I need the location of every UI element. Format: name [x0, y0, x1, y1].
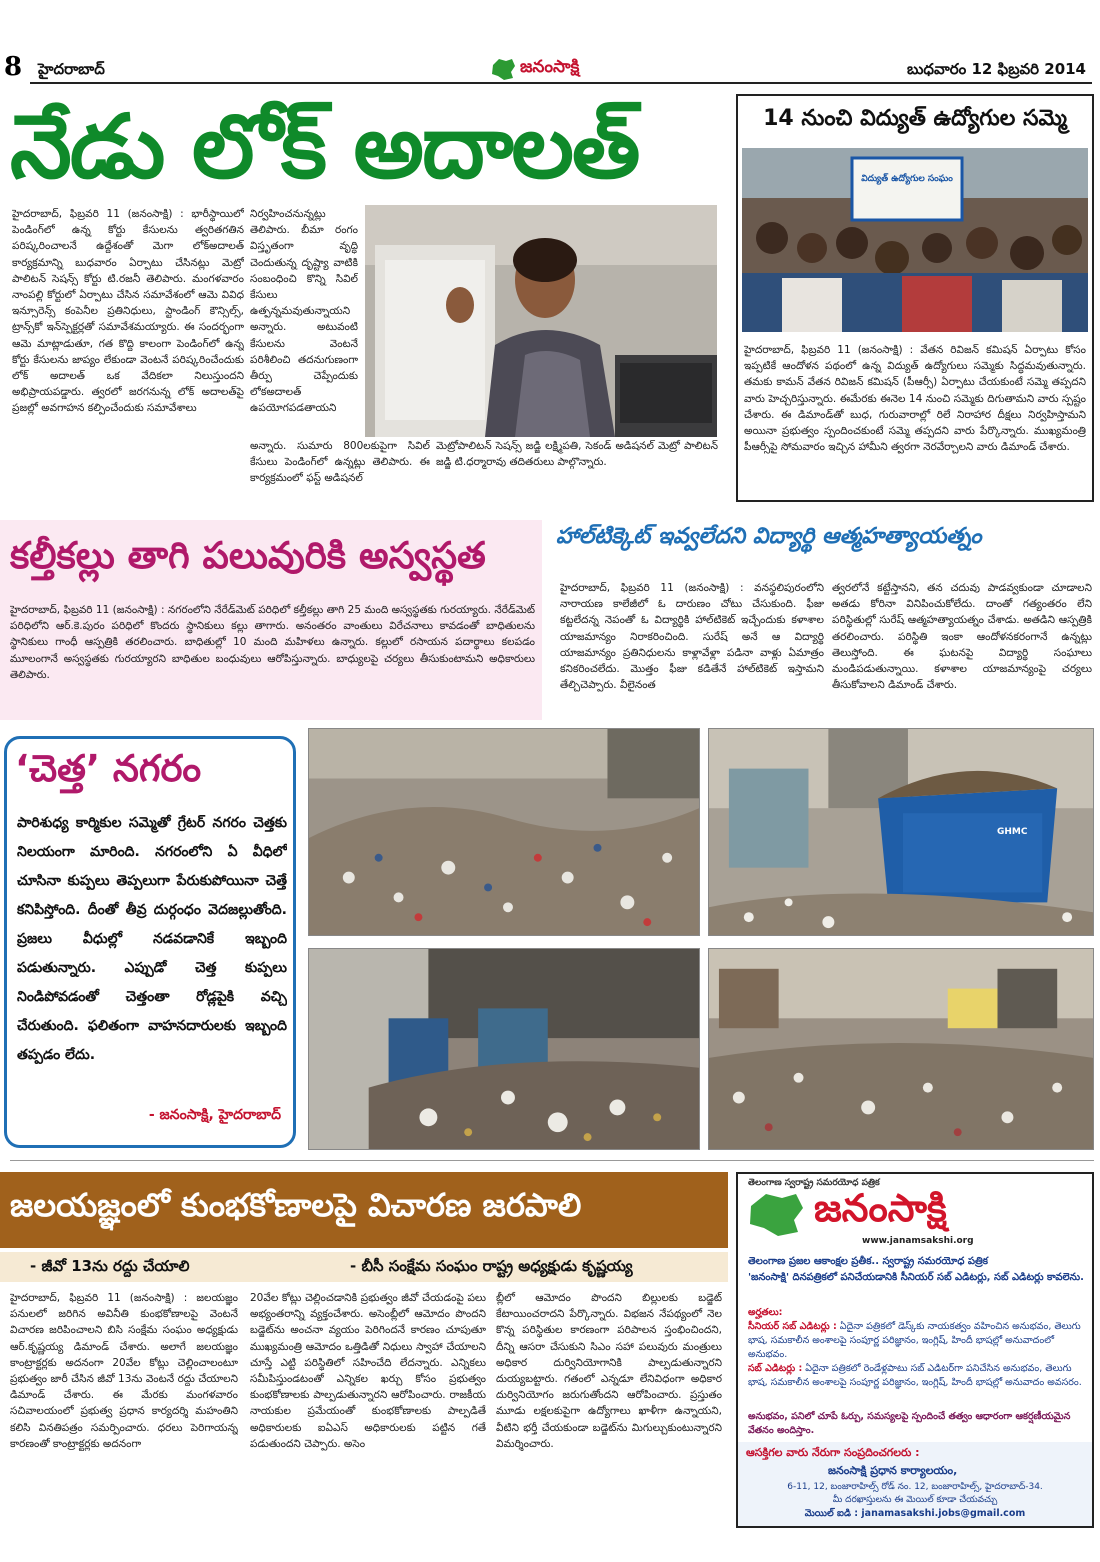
bin-label: GHMC — [997, 827, 1028, 837]
page-number: 8 — [4, 52, 23, 82]
telangana-map-icon — [490, 57, 516, 81]
garbage-photo-3 — [308, 948, 700, 1150]
ad-email[interactable]: మెయిల్ ఐడి : janamasakshi.jobs@gmail.com — [804, 1508, 1026, 1519]
lok-adalat-headline: నేడు లోక్ అదాలత్ — [10, 95, 639, 198]
garbage-credit: - జనంసాక్షి, హైదరాబాద్ — [148, 1107, 281, 1123]
ad-telangana-map-icon — [746, 1190, 806, 1238]
jalayagnam-sub-left: - జీవో 13ను రద్దు చేయాలి — [30, 1257, 190, 1275]
lok-adalat-col1: హైదరాబాద్, ఫిబ్రవరి 11 (జనంసాక్షి) : భారీస్థాయిలో పెండింగ్‌లో ఉన్న కోర్టు కేసులను త్వరితగతిన పరిష్కరించాలనే ఉద్దేశంతో మెగా లోక్‌అదాలత్ కార్యక్రమాన్ని బుధవారం ఏర్పాటు చేసినట్లు మెట్రో పాలిటన్ సెషన్స్ కోర్టు టి.రజనీ తెలిపారు. మంగళవారం నాంపల్లి కోర్టులో ఏర్పాటు చేసిన సమావేశంలో ఆమె వివిధ ఇన్సూరెన్స్ కంపెనీల ప్రతినిధులు, స్టాండింగ్ కౌన్సిల్స్, ట్రాన్స్‌కో ఇన్‌స్పెక్టర్లతో సమావేశమయ్యారు. ఈ సందర్భంగా ఆమె మాట్లాడుతూ, గత కొద్ది కాలంగా పెండింగ్‌లో ఉన్న కోర్టు కేసులను జాప్యం లేకుండా వెంటనే పరిష్కరించేందుకు లోక్ అదాలత్ ఒక వేదికలా నిలుస్తుందని అభిప్రాయపడ్డారు. త్వరలో జరగనున్న లోక్ అదాలత్‌పై ప్రజల్లో అవగాహన కల్పించేందుకు సమావేశాలు — [12, 208, 244, 415]
jalayagnam-headline: జలయజ్ఞంలో కుంభకోణాలపై విచారణ జరపాలి — [10, 1186, 582, 1224]
liquor-section — [0, 520, 542, 720]
ad-line1: తెలంగాణ ప్రజల ఆకాంక్షల ప్రతీక.. స్వరాష్ట్ర సమరయోధ పత్రిక — [748, 1256, 989, 1267]
masthead-logo — [490, 54, 620, 84]
ad-line2: 'జనంసాక్షి' దినపత్రికలో పనిచేయడానికి సీనియర్ సబ్ ఎడిటర్లు, సబ్ ఎడిటర్లు కావలెను. — [748, 1272, 1084, 1283]
garbage-photo-2 — [708, 728, 1094, 936]
section-city: హైదరాబాద్ — [38, 60, 105, 78]
liquor-headline: కల్తీకల్లు తాగి పలువురికి అస్వస్థత — [10, 534, 486, 577]
ad-req1 — [748, 1320, 1084, 1362]
ad-address: 6-11, 12, బంజారాహిల్స్ రోడ్ నం. 12, బంజారాహిల్స్, హైదరాబాద్-34. — [787, 1482, 1043, 1492]
student-headline: హాల్‌టిక్కెట్ ఇవ్వలేదని విద్యార్థి ఆత్మహత్యాయత్నం — [556, 524, 982, 549]
garbage-headline: ‘చెత్త’ నగరం — [15, 747, 202, 790]
ad-requirements — [748, 1306, 1084, 1408]
judge-photo — [365, 205, 717, 437]
ad-email-note: మీ దరఖాస్తులను ఈ మెయిల్ కూడా చేయవచ్చు — [832, 1495, 998, 1505]
lok-adalat-col2: నిర్వహించనున్నట్లు తెలిపారు. బీమా రంగం విస్తృతంగా వృద్ధి చెందుతున్న దృష్ట్యా వాటికి సంబంధించి కొన్ని సివిల్ కేసులు ఉత్పన్నమవుతున్నాయని అన్నారు. అటువంటి కేసులను వెంటనే పరిశీలించి తదనుగుణంగా తీర్పు చెప్పేందుకు లోకఅదాలత్ ఉపయోగపడతాయని — [250, 208, 358, 415]
jalayagnam-banner — [0, 1172, 728, 1248]
jalayagnam-sub-right: - బీసీ సంక్షేమ సంఘం రాష్ట్ర అధ్యక్షుడు కృష్ణయ్య — [350, 1257, 633, 1275]
garbage-photo-1 — [308, 728, 700, 936]
ad-office: జనంసాక్షి ప్రధాన కార్యాలయం, — [828, 1464, 958, 1477]
jalayagnam-subline — [0, 1252, 728, 1282]
protest-photo — [742, 148, 1088, 332]
jalayagnam-col1: హైదరాబాద్, ఫిబ్రవరి 11 (జనంసాక్షి) : జలయజ్ఞం పనులలో జరిగిన అవినీతి కుంభకోణాలపై వెంటనే విచారణ జరిపించాలని బిసి సంక్షేమ సంఘం అధ్యక్షుడు ఆర్.కృష్ణయ్య డిమాండ్ చేశారు. అలాగే జలయజ్ఞం కాంట్రాక్టర్లకు అదనంగా 20వేల కోట్లు చెల్లించాలంటూ ప్రభుత్వం జారీ చేసిన జీవో 13ను వెంటనే రద్దు చేయాలని డిమాండ్ చేశారు. ఈ మేరకు మంగళవారం సచివాలయంలో ప్రభుత్వ ప్రధాన కార్యదర్శి మహంతిని కలిసి వినతిపత్రం సమర్పించారు. ధరలు పెరిగాయన్న కారణంతో కాంట్రాక్టర్లకు అదనంగా — [10, 1292, 238, 1450]
ad-req1-title: సీనియర్ సబ్ ఎడిటర్లు : — [748, 1321, 837, 1332]
ad-contact-bar — [738, 1442, 1092, 1526]
ad-url: www.janamsakshi.org — [862, 1236, 974, 1246]
power-strike-box — [736, 94, 1094, 502]
power-strike-body: హైదరాబాద్, ఫిబ్రవరి 11 (జనంసాక్షి) : వేతన రివిజన్ కమిషన్ ఏర్పాటు కోసం ఇప్పటికే ఆందోళన పథంలో ఉన్న విద్యుత్ ఉద్యోగులు సమ్మెకు సిద్ధమవుతున్నారు. తమకు కామన్ వేతన రివిజన్ కమిషన్ (పీఆర్సీ) ఏర్పాటు చేయకుంటే సమ్మె తప్పదని వారు హెచ్చరిస్తున్నారు. ఈమేరకు ఈనెల 14 నుంచి సమ్మెకు దిగుతామని వారు స్పష్టం చేశారు. ఈ డిమాండ్‌తో బుధ, గురువారాల్లో రిలే నిరాహార దీక్షలు నిర్వహిస్తామని అయినా ప్రభుత్వం స్పందించకుంటే సమ్మె తప్పదని వారు పేర్కొన్నారు. ముఖ్యమంత్రి పీఆర్సీపై సోమవారం ఇచ్చిన హామీని త్వరగా నెరవేర్చాలని వారు డిమాండ్ చేశారు. — [744, 344, 1086, 454]
lok-adalat-col3-bottom: మెట్రోపాలిటన్ సెషన్స్ జడ్జి లక్ష్మిపతి, సెకండ్ అడిషనల్ మెట్రో పాలిటన్ జడ్జి టి.ధర్మారావు తదితరులు పాల్గొన్నారు. — [436, 440, 718, 469]
ad-req2-title: సబ్ ఎడిటర్లు : — [748, 1363, 803, 1374]
student-col1: హైదరాబాద్, ఫిబ్రవరి 11 (జనంసాక్షి) : వనస్థలిపురంలోని నారాయణ కాలేజీలో ఓ దారుణం చోటు చేసుకుంది. ఫీజు కట్టలేదన్న నెపంతో ఓ విద్యార్థికి హాల్‌టికెట్ ఇచ్చేందుకు కళాశాల యాజమాన్యం నిరాకరించింది. సురేష్ అనే ఆ విద్యార్థి యాజమాన్యం ప్రతినిధులను కాళ్లావేళ్లా పడినా వాళ్లు ఏమాత్రం కనికరించలేదు. మొత్తం ఫీజు కడితేనే హాల్‌టికెట్ ఇస్తామని తేల్చిచెప్పారు. వీలైనంత — [560, 582, 824, 692]
ad-tagline: తెలంగాణ స్వరాష్ట్ర సమరయోధ పత్రిక — [748, 1178, 880, 1188]
jalayagnam-col2: 20వేల కోట్లు చెల్లించడానికి ప్రభుత్వం జీవో చేయడంపై పలు అభ్యంతరాన్ని వ్యక్తంచేశారు. అసెంబ్లీలో ఆమోదం పొందని బడ్జెట్‌ను అంచనా వ్యయం పెరిగిందనే కారణం చూపుతూ ముఖ్యమంత్రి ఆమోదం ఒత్తిడితో నిధులు స్వాహా చేయాలని చూస్తే ఎట్టి పరిస్థితిలో సహించేది లేదన్నారు. ఎన్నికలు సమీపిస్తుండటంతో ఎన్నికల ఖర్చు కోసం ప్రభుత్వం కుంభకోణాలకు పాల్పడుతున్నారని ఆరోపించారు. రాజకీయ నాయకుల ప్రమేయంతో కుంభకోణాలకు పాల్పడితే అధికారులకు ఐఏఎస్ అధికారులకు పట్టిన గతే పడుతుందని చెప్పారు. అసెం — [250, 1292, 486, 1450]
ad-logo: జనంసాక్షి — [814, 1186, 947, 1230]
ad-contact-heading: ఆసక్తిగల వారు నేరుగా సంప్రదించగలరు : — [746, 1446, 920, 1459]
liquor-body: హైదరాబాద్, ఫిబ్రవరి 11 (జనంసాక్షి) : నగరంలోని నేరేడ్‌మెట్ పరిధిలో కల్తీకల్లు తాగి 25 మంది అస్వస్థతకు గురయ్యారు. నేరేడ్‌మెట్ పరిధిలోని ఆర్.కె.పురం పరిధిలో కొందరు స్థానికులు కల్లు తాగారు. అనంతరం వాంతులు విరేచనాలు కావడంతో బాధితులను స్థానికులు గాంధీ ఆస్పత్రికి తరలించారు. బాధితుల్లో 10 మంది మహిళలు ఉన్నారు. కల్లులో రసాయన పదార్థాలు కలపడం మూలంగానే అస్వస్థతకు గురయ్యారని బాధితుల బంధువులు ఆరోపిస్తున్నారు. బాధ్యులపై చర్యలు తీసుకుంటామని అధికారులు తెలిపారు. — [10, 604, 535, 681]
masthead-logo-text: జనంసాక్షి — [520, 57, 580, 77]
section-divider — [10, 1160, 1094, 1161]
masthead-rule — [30, 82, 1092, 84]
ad-req2-text: ఏదైనా పత్రికలో రెండేళ్లపాటు సబ్ ఎడిటర్‌గా పనిచేసిన అనుభవం, తెలుగు భాష, సమకాలీన అంశాలపై సంపూర్ణ పరిజ్ఞానం, ఇంగ్లిష్, హిందీ భాషల్లో అనువాదం అవసరం. — [748, 1363, 1082, 1388]
student-col2: త్వరలోనే కట్టేస్తానని, తన చదువు పాడవ్వకుండా చూడాలని అతడు కోరినా వినిపించుకోలేదు. దాంతో గత్యంతరం లేని పరిస్థితుల్లో సురేష్ ఆత్మహత్యాయత్నం చేశాడు. అతడిని ఆస్పత్రికి తరలించారు. పరిస్థితి ఇంకా ఆందోళనకరంగానే ఉన్నట్లు తెలుస్తోంది. ఈ ఘటనపై విద్యార్థి సంఘాలు మండిపడుతున్నాయి. కళాశాల యాజమాన్యంపై చర్యలు తీసుకోవాలని డిమాండ్ చేశారు. — [832, 582, 1092, 692]
garbage-photo-4 — [708, 948, 1094, 1150]
garbage-body: పారిశుధ్య కార్మికుల సమ్మెతో గ్రేటర్ నగరం చెత్తకు నిలయంగా మారింది. నగరంలోని ఏ వీధిలో చూసినా కుప్పలు తెప్పలుగా పేరుకుపోయినా చెత్తే కనిపిస్తోంది. దీంతో తీవ్ర దుర్గంధం వెదజల్లుతోంది. ప్రజలు వీధుల్లో నడవడానికే ఇబ్బంది పడుతున్నారు. ఎప్పుడో చెత్త కుప్పలు నిండిపోవడంతో చెత్తంతా రోడ్లపైకి వచ్చి చేరుతుంది. ఫలితంగా వాహనదారులకు ఇబ్బంది తప్పడం లేదు. — [17, 815, 287, 1063]
lok-adalat-col2-bottom: అన్నారు. సుమారు 800లకుపైగా సివిల్ కేసులు పెండింగ్‌లో ఉన్నట్లు తెలిపారు. ఈ కార్యక్రమంలో ఫస్ట్ అడిషనల్ — [250, 440, 430, 485]
ad-req-title: అర్హతలు: — [748, 1307, 783, 1318]
ad-note: అనుభవం, పనిలో చూపే ఓర్పు, సమస్యలపై స్పందించే తత్వం ఆధారంగా ఆకర్షణీయమైన వేతనం అందిస్తాం. — [748, 1411, 1071, 1436]
jalayagnam-col3: బ్లీలో ఆమోదం పొందని బిల్లులకు బడ్జెట్ కేటాయించరాదని పేర్కొన్నారు. విభజన నేపథ్యంలో నెల కొన్న పరిస్థితుల కారణంగా పరిపాలన స్తంభించిందని, దీన్ని ఆసరా చేసుకుని సిఎం సహా పలువురు మంత్రులు అధికార దుర్వినియోగానికి పాల్పడుతున్నారని దుయ్యబట్టారు. గతంలో ఎన్నడూ లేనివిధంగా అధికార దుర్వినియోగం జరుగుతోందని ఆరోపించారు. ప్రస్తుతం మూడు లక్షలకుపైగా ఉద్యోగాలు ఖాళీగా ఉన్నాయని, వీటిని భర్తీ చేయకుండా బడ్జెట్‌ను మిగుల్చుకుంటున్నారని విమర్శించారు. — [496, 1292, 722, 1450]
power-strike-headline: 14 నుంచి విద్యుత్ ఉద్యోగుల సమ్మె — [763, 106, 1067, 131]
protest-placard-text: విద్యుత్ ఉద్యోగుల సంఘం — [861, 174, 953, 184]
job-ad — [736, 1172, 1094, 1528]
masthead — [0, 0, 1100, 92]
ad-req1-text: ఏదైనా పత్రికలో డెస్క్‌కు నాయకత్వం వహించిన అనుభవం, తెలుగు భాష, సమకాలీన అంశాలపై సంపూర్ణ పరిజ్ఞానం, ఇంగ్లిష్, హిందీ భాషల్లో అనువాదంలో అనుభవం. — [748, 1321, 1081, 1360]
ad-req2 — [748, 1362, 1084, 1390]
issue-date: బుధవారం 12 ఫిబ్రవరి 2014 — [906, 60, 1086, 78]
garbage-box — [4, 736, 296, 1148]
